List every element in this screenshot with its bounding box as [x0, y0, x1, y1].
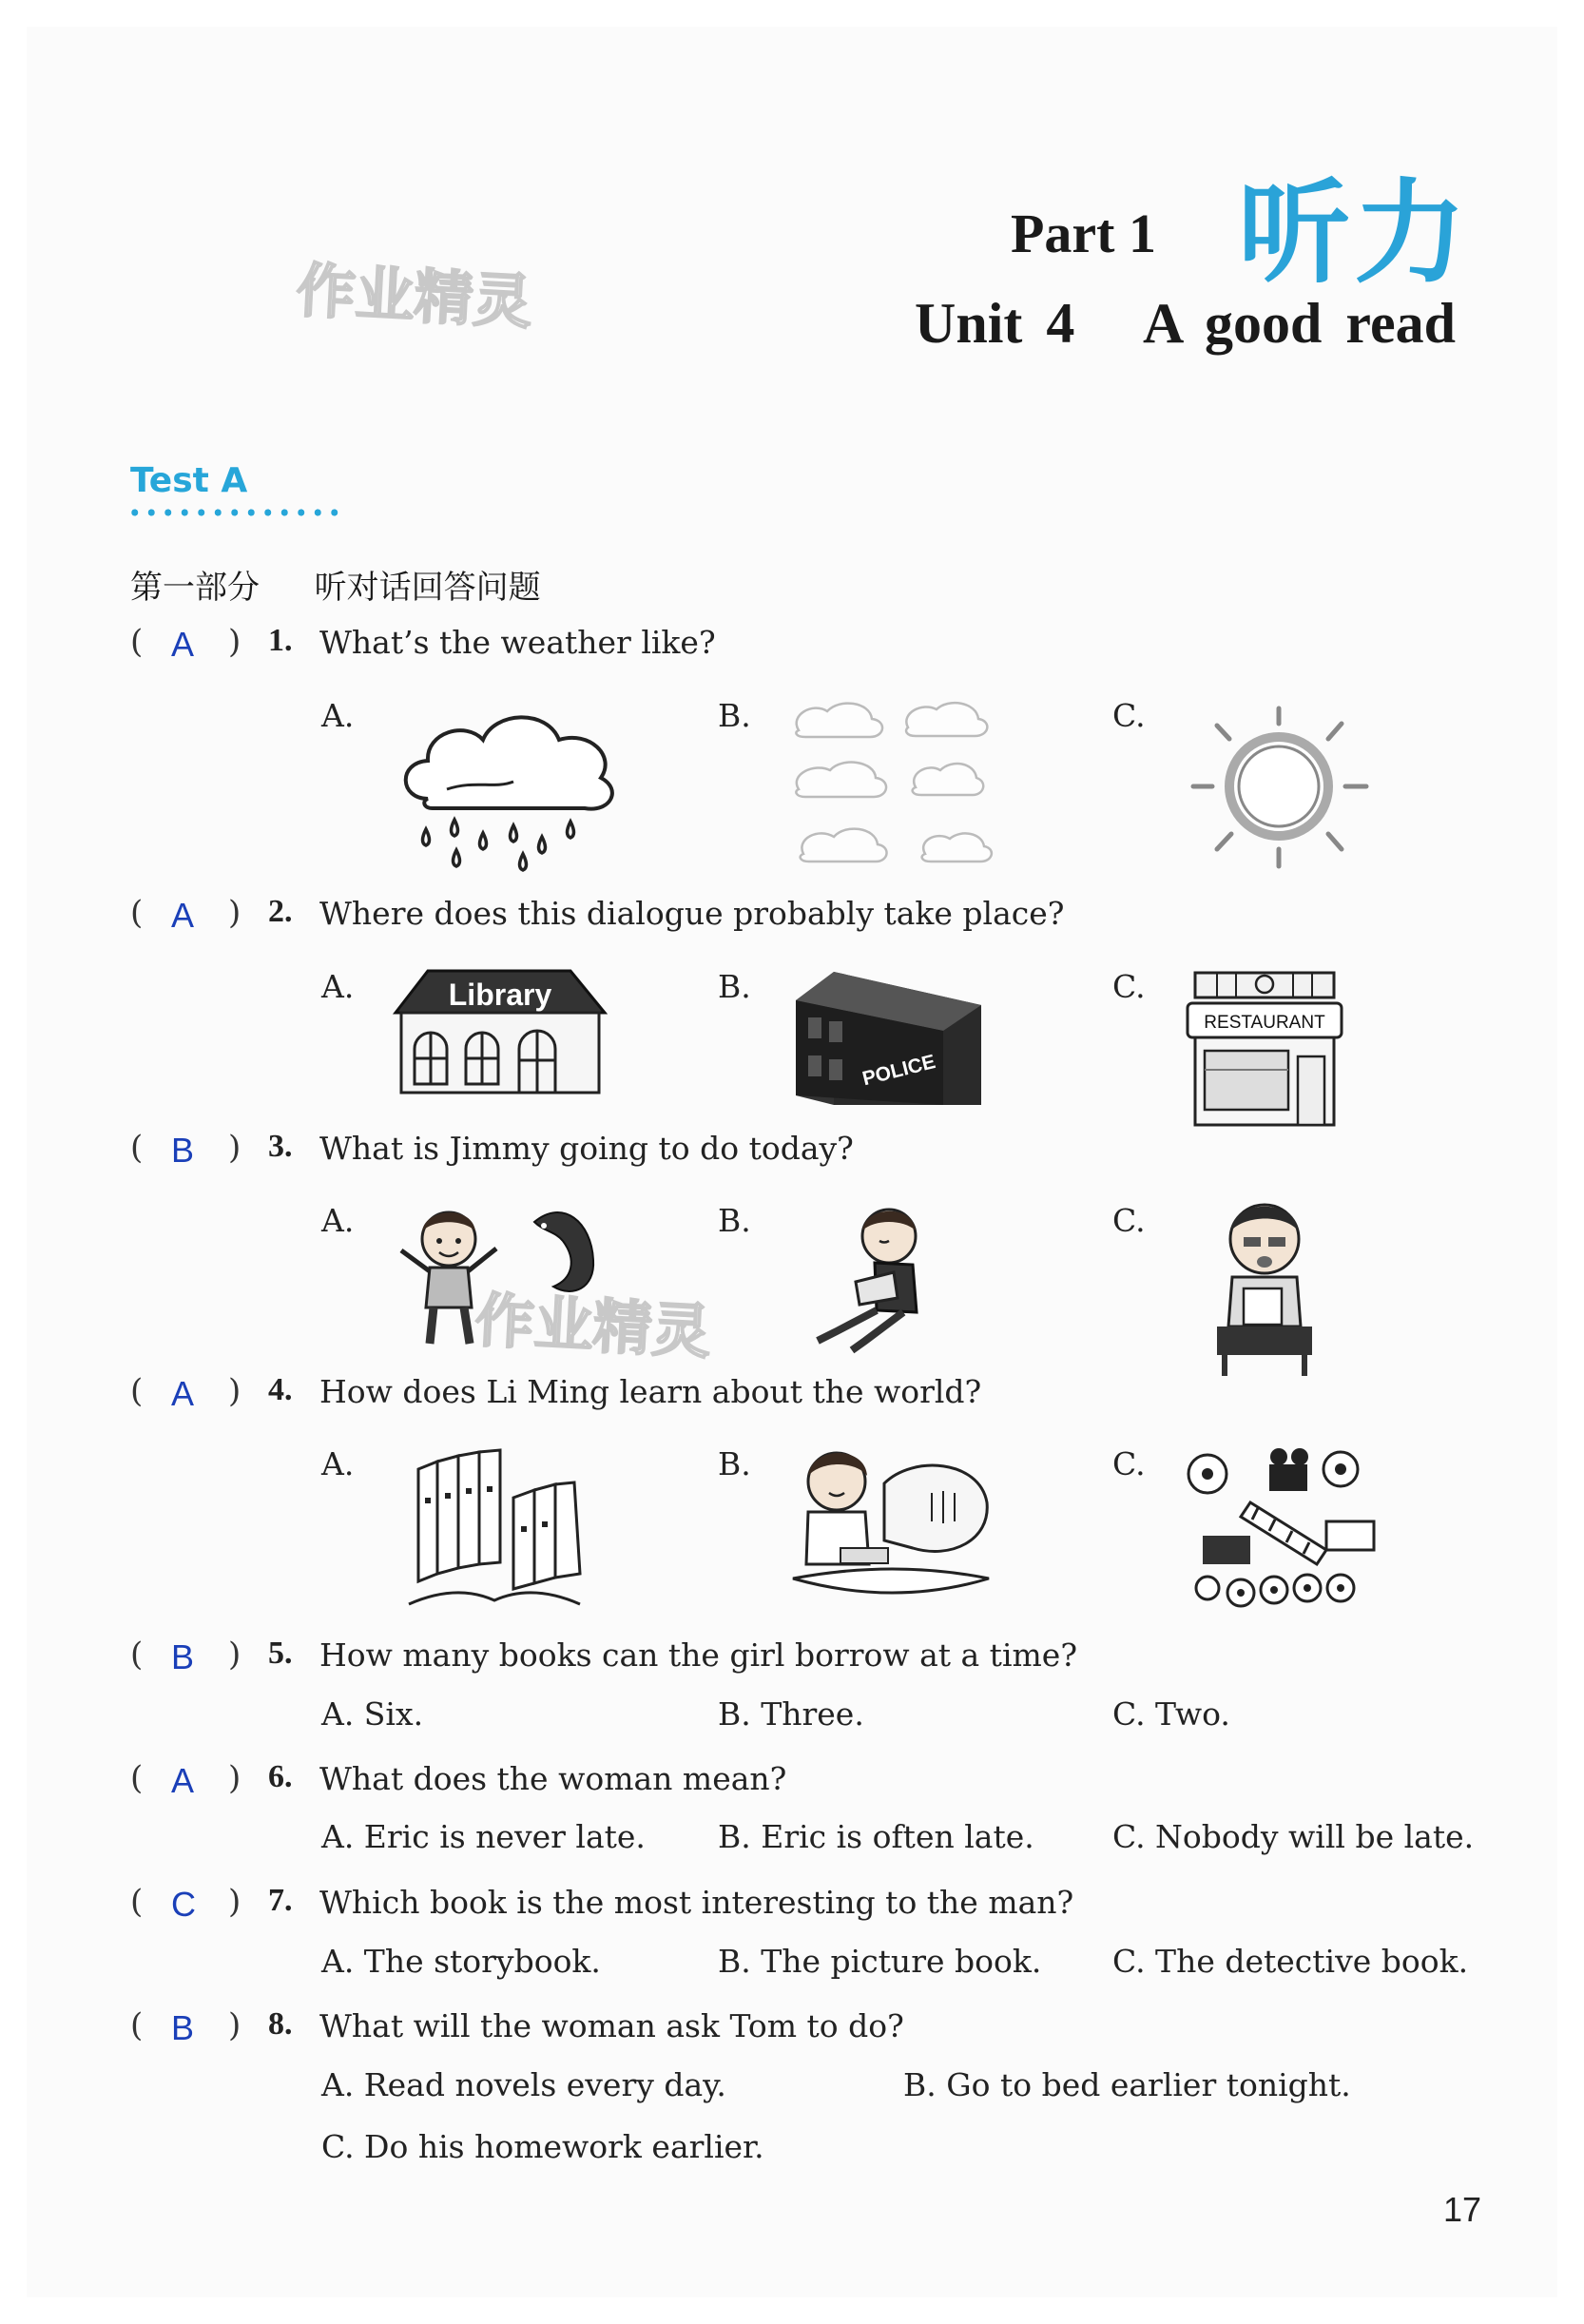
question-text: What’s the weather like?	[319, 624, 716, 661]
answer-paren-close: )	[228, 623, 241, 661]
answer-paren-open: (	[130, 1759, 144, 1797]
answer-paren-close: )	[228, 1883, 241, 1921]
question-text: What is Jimmy going to do today?	[319, 1130, 854, 1167]
restaurant-sign: RESTAURANT	[1204, 1013, 1325, 1033]
question-number: 7.	[268, 1883, 293, 1918]
option-text[interactable]: C. Nobody will be late.	[1112, 1818, 1475, 1855]
option-label[interactable]: B.	[718, 697, 751, 734]
answer-paren-close: )	[228, 1372, 241, 1410]
option-label[interactable]: C.	[1112, 968, 1146, 1005]
film-reels-icon	[1184, 1445, 1383, 1607]
answer-paren-close: )	[228, 894, 241, 932]
clouds-icon	[784, 694, 1003, 875]
question-text: What does the woman mean?	[319, 1760, 787, 1797]
question-text: Where does this dialogue probably take place?	[319, 895, 1065, 932]
option-label[interactable]: A.	[321, 697, 355, 734]
question-text: Which book is the most interesting to the man?	[319, 1884, 1074, 1921]
question-text: How does Li Ming learn about the world?	[319, 1373, 982, 1410]
option-text[interactable]: A. The storybook.	[321, 1943, 601, 1980]
books-icon	[399, 1441, 589, 1612]
library-icon	[390, 965, 608, 1098]
rain-cloud-icon	[390, 694, 628, 875]
answer-paren-open: (	[130, 2006, 144, 2044]
answer-mark[interactable]: A	[171, 625, 195, 664]
question-text: What will the woman ask Tom to do?	[319, 2007, 904, 2044]
answer-paren-open: (	[130, 1129, 144, 1167]
option-text[interactable]: A. Six.	[321, 1695, 424, 1733]
answer-paren-close: )	[228, 2006, 241, 2044]
option-text[interactable]: C. Do his homework earlier.	[321, 2128, 764, 2165]
answer-paren-open: (	[130, 1372, 144, 1410]
option-text[interactable]: A. Read novels every day.	[321, 2066, 726, 2103]
answer-paren-close: )	[228, 1759, 241, 1797]
test-label: Test A	[130, 461, 248, 500]
option-label[interactable]: A.	[321, 1202, 355, 1239]
question-number: 5.	[268, 1636, 293, 1671]
answer-paren-open: (	[130, 623, 144, 661]
option-label[interactable]: A.	[321, 968, 355, 1005]
answer-paren-close: )	[228, 1129, 241, 1167]
section-title: 第一部分 听对话回答问题	[130, 569, 541, 607]
watermark-top: 作业精灵	[294, 255, 534, 338]
answer-mark[interactable]: A	[171, 1374, 195, 1413]
answer-mark[interactable]: B	[171, 1637, 195, 1676]
option-label[interactable]: C.	[1112, 1202, 1146, 1239]
option-text[interactable]: B. Go to bed earlier tonight.	[903, 2066, 1351, 2103]
part-title: Part 1	[1011, 203, 1156, 264]
option-text[interactable]: B. Eric is often late.	[718, 1818, 1034, 1855]
question-number: 3.	[268, 1129, 293, 1164]
question-number: 4.	[268, 1372, 293, 1407]
question-number: 8.	[268, 2006, 293, 2042]
answer-paren-close: )	[228, 1636, 241, 1674]
test-label-dots	[126, 509, 341, 516]
page-number: 17	[1443, 2190, 1482, 2229]
option-label[interactable]: C.	[1112, 697, 1146, 734]
option-text[interactable]: C. The detective book.	[1112, 1943, 1469, 1980]
answer-paren-open: (	[130, 1636, 144, 1674]
question-number: 2.	[268, 894, 293, 929]
option-text[interactable]: B. Three.	[718, 1695, 864, 1733]
option-label[interactable]: B.	[718, 1445, 751, 1482]
watermark-middle: 作业精灵	[473, 1285, 713, 1367]
boy-reading-icon	[799, 1198, 960, 1360]
option-text[interactable]: C. Two.	[1112, 1695, 1230, 1733]
unit-title: Unit 4 A good read	[915, 292, 1456, 355]
sun-icon	[1184, 699, 1374, 870]
question-text: How many books can the girl borrow at a time?	[319, 1636, 1078, 1674]
option-text[interactable]: B. The picture book.	[718, 1943, 1042, 1980]
answer-mark[interactable]: A	[171, 1761, 195, 1800]
police-sign: POLICE	[860, 1051, 938, 1091]
option-label[interactable]: C.	[1112, 1445, 1146, 1482]
answer-mark[interactable]: B	[171, 2008, 195, 2047]
question-number: 1.	[268, 623, 293, 658]
question-number: 6.	[268, 1759, 293, 1794]
library-sign: Library	[448, 978, 552, 1012]
answer-mark[interactable]: B	[171, 1131, 195, 1170]
answer-paren-open: (	[130, 1883, 144, 1921]
answer-paren-open: (	[130, 894, 144, 932]
option-label[interactable]: B.	[718, 968, 751, 1005]
boy-at-cinema-icon	[1198, 1193, 1331, 1379]
option-text[interactable]: A. Eric is never late.	[321, 1818, 646, 1855]
restaurant-icon	[1184, 965, 1345, 1132]
police-station-icon	[791, 962, 991, 1119]
boy-computer-icon	[789, 1436, 998, 1607]
option-label[interactable]: A.	[321, 1445, 355, 1482]
option-label[interactable]: B.	[718, 1202, 751, 1239]
listening-title: 听力	[1238, 167, 1471, 299]
answer-mark[interactable]: A	[171, 896, 195, 935]
answer-mark[interactable]: C	[171, 1885, 196, 1924]
